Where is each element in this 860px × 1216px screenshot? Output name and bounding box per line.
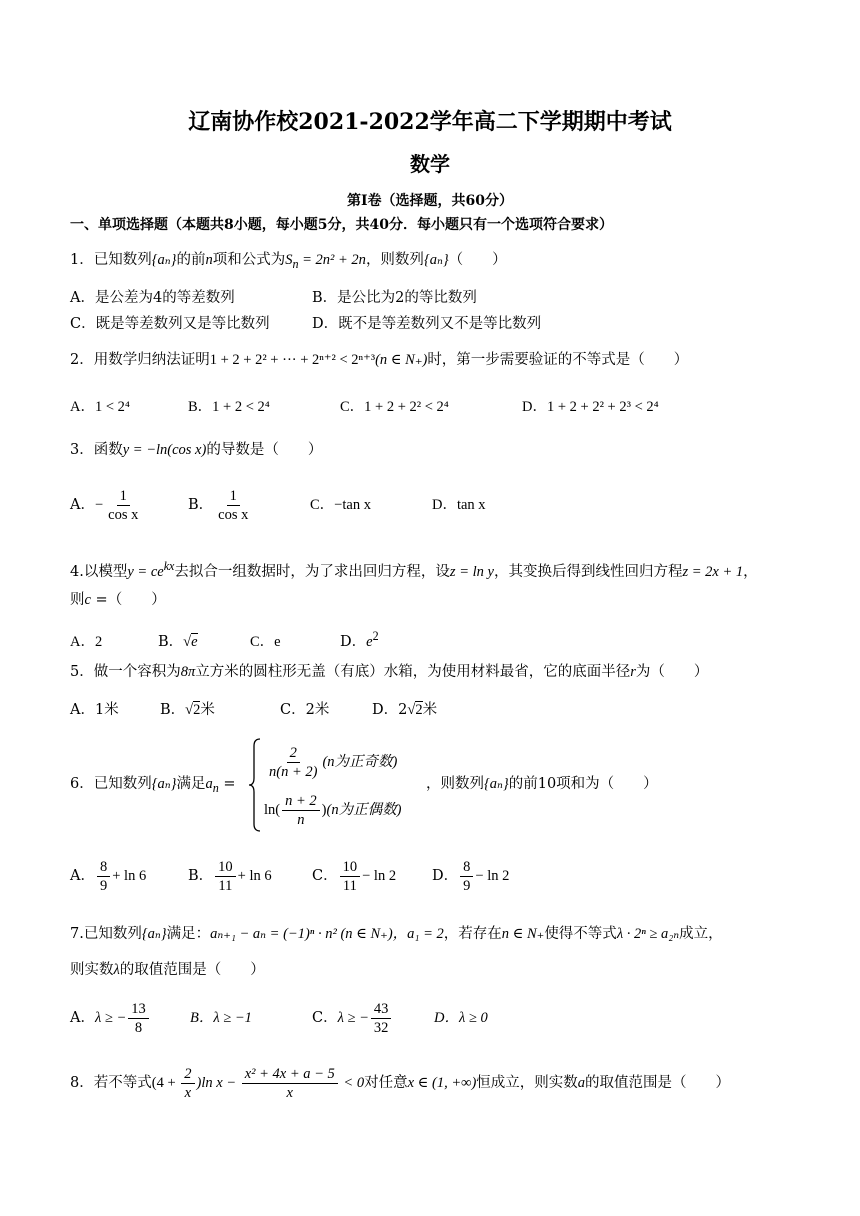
question-2-options — [70, 397, 659, 417]
question-8: 8．若不等式(4 + $\frac{2}{x}$ )ln x − $\frac{\text{x² + 4x + a − 5}}{x}$ < 0对任意x ∈ (1, +∞)恒成立，则实数a的取值范围是（ ） — [70, 1065, 731, 1101]
q4-option-d[interactable]: D．$e^2$ — [340, 629, 379, 650]
question-7-line2: 则实数λ的取值范围是（ ） — [70, 962, 265, 978]
q1-option-d[interactable]: D．既不是等差数列又不是等比数列 — [312, 316, 542, 332]
question-4: 4.以模型$y = ce^{kx}$去拟合一组数据时，为了求出回归方程，设z = ln y，其变换后得到线性回归方程z = 2x + 1， — [70, 559, 758, 580]
q6-option-a[interactable]: A． $\frac{8}{9}$ + ln 6 — [70, 858, 147, 894]
question-4-line2: 则c =（ ） — [70, 592, 166, 608]
question-6: 6．已知数列{aₙ}满足$a_n$ = — [70, 776, 236, 795]
q5-option-c[interactable]: C．2米 — [280, 702, 330, 718]
question-6-options — [70, 856, 509, 896]
q7-option-c[interactable]: C．λ ≥ − $\frac{43}{32}$ — [312, 996, 434, 1040]
q4-option-b[interactable]: B．√e — [158, 633, 198, 650]
question-7-options — [70, 996, 488, 1040]
exam-title: 辽南协作校2021-2022学年高二下学期期中考试 — [188, 109, 672, 135]
q3-option-a[interactable]: A．− $\frac{1}{\text{cos x}}$ — [70, 487, 139, 523]
q1-option-a[interactable]: A．是公差为4的等差数列 — [70, 290, 235, 306]
q7-option-d[interactable]: D．λ ≥ 0 — [434, 1010, 488, 1026]
q2-option-b[interactable]: B．1 + 2 < 2⁴ — [188, 399, 270, 415]
q2-option-a[interactable]: A．1 < 2⁴ — [70, 399, 130, 415]
question-6-tail: ，则数列{aₙ}的前10项和为（ ） — [426, 776, 658, 792]
question-1-options-row2 — [70, 314, 541, 334]
question-5-options — [70, 700, 437, 720]
question-2: 2．用数学归纳法证明1 + 2 + 2² + ··· + 2ⁿ⁺² < 2ⁿ⁺³(n ∈ N₊)时，第一步需要验证的不等式是（ ） — [70, 352, 689, 368]
q1-option-b[interactable]: B．是公比为2的等比数列 — [312, 290, 477, 306]
question-1: 1．已知数列{aₙ}的前n项和公式为$S_n = 2n^2 + 2n$，则数列{aₙ}（ ） — [70, 252, 507, 271]
q3-option-c[interactable]: C．−tan x — [310, 497, 371, 513]
q6-option-b[interactable]: B． $\frac{10}{11}$ + ln 6 — [188, 858, 272, 894]
question-5: 5．做一个容积为8π立方米的圆柱形无盖（有底）水箱，为使用材料最省，它的底面半径r为（ ） — [70, 664, 709, 680]
q4-option-a[interactable]: A．2 — [70, 633, 103, 650]
question-3: 3．函数y = −ln(cos x)的导数是（ ） — [70, 442, 323, 458]
question-3-options — [70, 485, 486, 525]
q2-option-d[interactable]: D．1 + 2 + 2² + 2³ < 2⁴ — [522, 399, 659, 415]
q4-option-c[interactable]: C．e — [250, 633, 281, 650]
q3-option-b[interactable]: B． $\frac{1}{\text{cos x}}$ — [188, 487, 249, 523]
question-7: 7.已知数列{aₙ}满足：aₙ₊₁ − aₙ = (−1)ⁿ · n² (n ∈ N₊)，a₁ = 2，若存在n ∈ N₊使得不等式λ · 2ⁿ ≥ a₂ₙ成立， — [70, 926, 723, 942]
volume-heading: 第Ⅰ卷（选择题，共60分） — [346, 193, 514, 209]
q7-option-b[interactable]: B．λ ≥ −1 — [190, 1010, 252, 1026]
q1-option-c[interactable]: C．既是等差数列又是等比数列 — [70, 316, 270, 332]
q6-case-odd: $\frac{2}{n(n + 2)}$ (n为正奇数) — [269, 744, 398, 780]
q2-option-c[interactable]: C．1 + 2 + 2² < 2⁴ — [340, 399, 449, 415]
q5-option-a[interactable]: A．1米 — [70, 702, 119, 718]
piecewise-brace — [248, 738, 262, 832]
q5-option-b[interactable]: B．√2米 — [160, 702, 215, 718]
question-1-options-row1 — [70, 288, 477, 308]
q7-option-a[interactable]: A．λ ≥ − $\frac{13}{8}$ — [70, 996, 190, 1040]
exam-subject: 数学 — [410, 152, 450, 176]
q3-option-d[interactable]: D．tan x — [432, 497, 486, 513]
q6-case-even: ln( $\frac{n + 2}{n}$ )(n为正偶数) — [264, 792, 402, 828]
q6-option-d[interactable]: D． $\frac{8}{9}$ − ln 2 — [432, 858, 510, 894]
q6-option-c[interactable]: C． $\frac{10}{11}$ − ln 2 — [312, 858, 397, 894]
question-4-options — [70, 626, 379, 652]
section-heading: 一、单项选择题（本题共8小题，每小题5分，共40分．每小题只有一个选项符合要求） — [70, 217, 613, 233]
q5-option-d[interactable]: D．2√2米 — [372, 702, 438, 718]
